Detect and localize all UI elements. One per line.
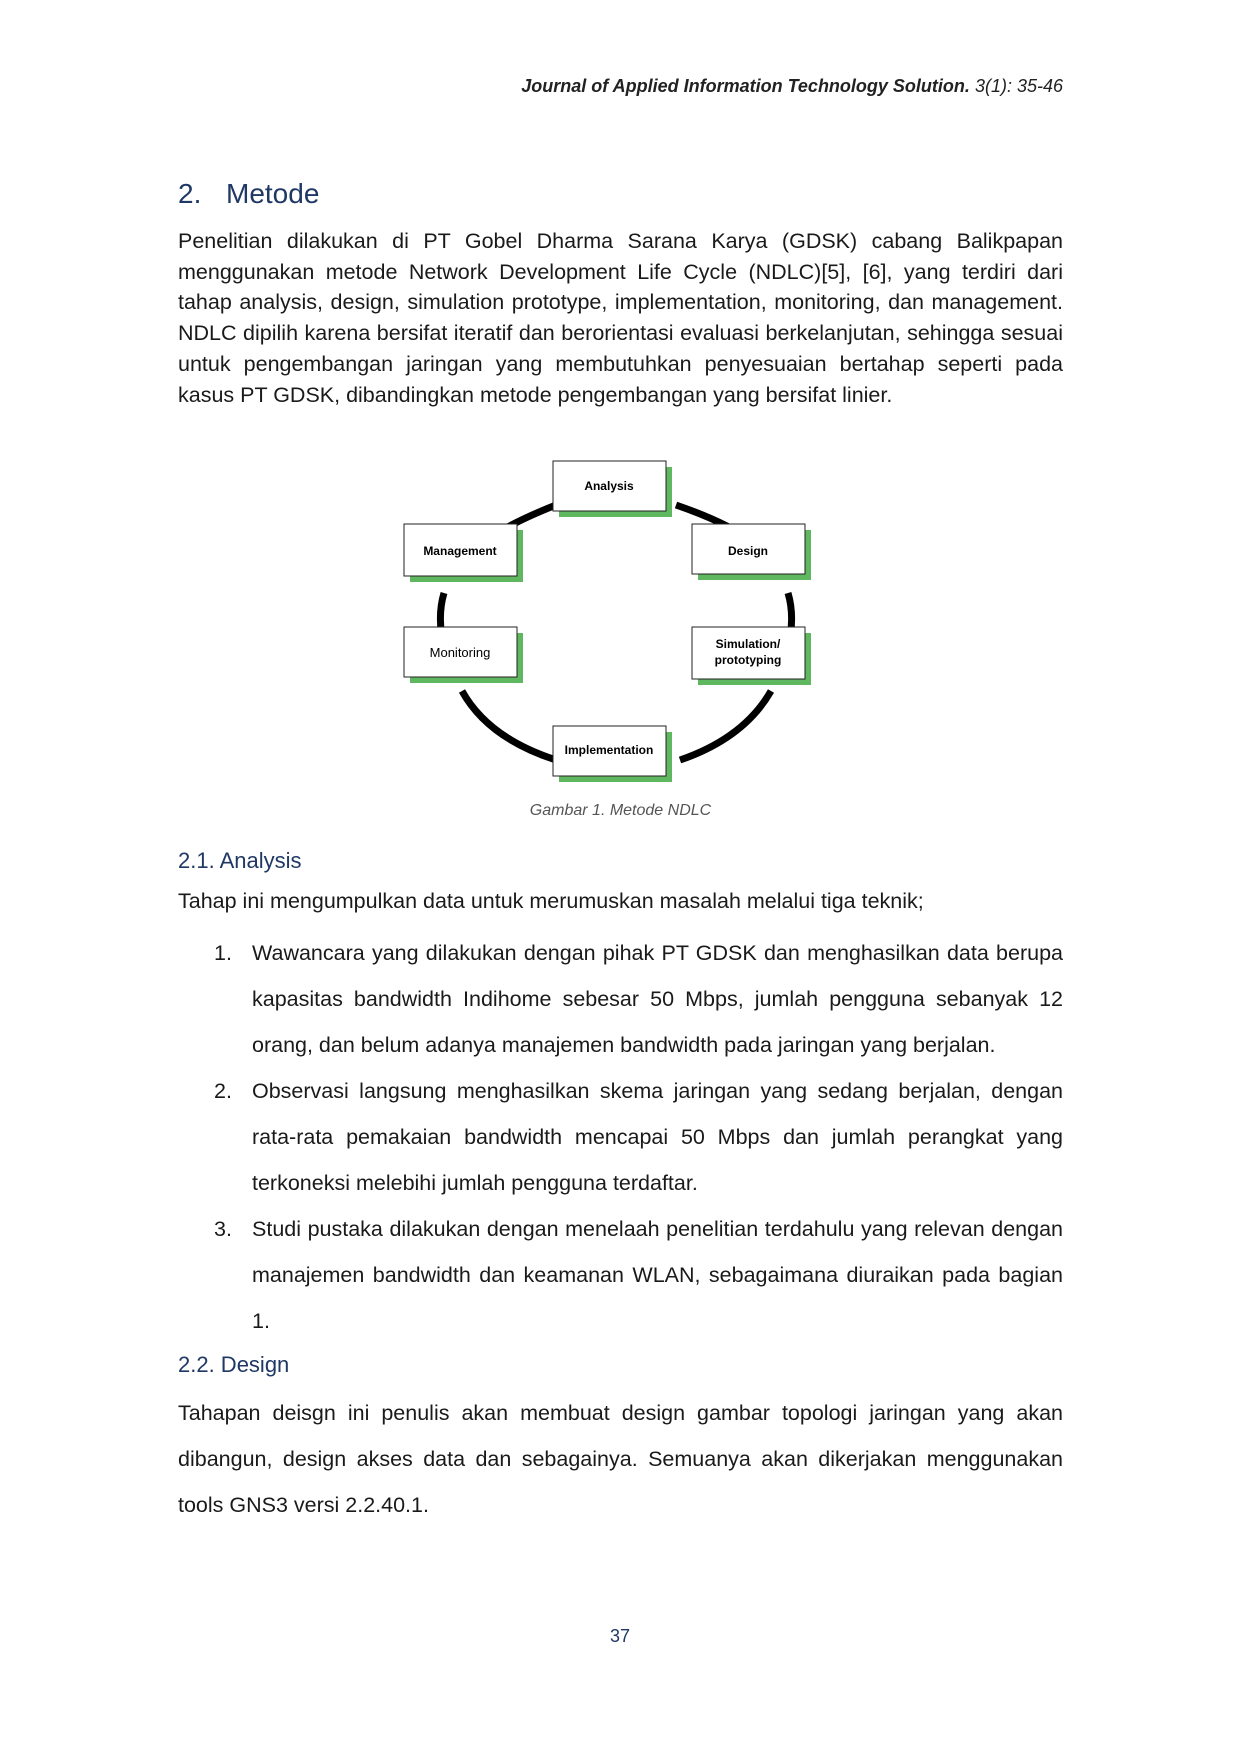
design-paragraph: Tahapan deisgn ini penulis akan membuat design gambar topologi jaringan yang akan dibangun, design akses data dan sebagainya. Semuanya akan dikerjakan menggunakan tools GNS3 versi 2.2.40.1. bbox=[178, 1401, 1063, 1517]
arc-simulation-implementation bbox=[680, 691, 771, 760]
section-title: Metode bbox=[226, 178, 320, 209]
running-header bbox=[0, 76, 1063, 97]
node-analysis-label: Analysis bbox=[584, 479, 634, 493]
node-design bbox=[692, 524, 811, 580]
section-number: 2. bbox=[178, 178, 202, 209]
list-item-text: Studi pustaka dilakukan dengan menelaah penelitian terdahulu yang relevan dengan manajemen bandwidth dan keamanan WLAN, sebagaimana diuraikan pada bagian 1. bbox=[252, 1217, 1063, 1333]
list-item-text: Observasi langsung menghasilkan skema jaringan yang sedang berjalan, dengan rata-rata pemakaian bandwidth mencapai 50 Mbps dan jumlah perangkat yang terkoneksi melebihi jumlah pengguna terdaftar. bbox=[252, 1079, 1063, 1195]
page-number: 37 bbox=[609, 1626, 631, 1646]
list-item bbox=[178, 930, 1063, 1068]
node-implementation bbox=[553, 726, 672, 782]
journal-volume-pages: 3(1): 35-46 bbox=[974, 76, 1063, 96]
node-analysis bbox=[553, 461, 672, 517]
design-heading: 2.2. Design bbox=[178, 1352, 290, 1377]
ndlc-cycle-diagram bbox=[398, 458, 858, 788]
list-item bbox=[178, 1068, 1063, 1206]
analysis-heading: 2.1. Analysis bbox=[178, 848, 302, 873]
node-monitoring bbox=[404, 627, 523, 683]
node-simulation-label-2: prototyping bbox=[714, 653, 782, 667]
figure-caption: Gambar 1. Metode NDLC bbox=[529, 802, 712, 819]
node-monitoring-label: Monitoring bbox=[429, 645, 491, 660]
analysis-list bbox=[178, 930, 1063, 1344]
node-simulation bbox=[692, 627, 811, 685]
analysis-intro: Tahap ini mengumpulkan data untuk merumuskan masalah melalui tiga teknik; bbox=[178, 889, 924, 913]
node-design-label: Design bbox=[727, 544, 769, 558]
journal-name: Journal of Applied Information Technology Solution. bbox=[521, 76, 970, 96]
list-item-number: 1. bbox=[214, 941, 232, 965]
list-item-text: Wawancara yang dilakukan dengan pihak PT GDSK dan menghasilkan data berupa kapasitas bandwidth Indihome sebesar 50 Mbps, jumlah pengguna sebanyak 12 orang, dan belum adanya manajemen bandwidth pada jaringan yang berjalan. bbox=[252, 941, 1063, 1057]
method-paragraph: Penelitian dilakukan di PT Gobel Dharma Sarana Karya (GDSK) cabang Balikpapan menggunakan metode Network Development Life Cycle (NDLC)[5], [6], yang terdiri dari tahap analysis, design, simulation prototype, implementation, monitoring, dan management. NDLC dipilih karena bersifat iteratif dan berorientasi evaluasi berkelanjutan, sehingga sesuai untuk pengembangan jaringan yang membutuhkan penyesuaian bertahap seperti pada kasus PT GDSK, dibandingkan metode pengembangan yang bersifat linier. bbox=[178, 229, 1063, 407]
node-implementation-label: Implementation bbox=[564, 743, 654, 757]
list-item bbox=[178, 1206, 1063, 1344]
section-heading bbox=[178, 178, 319, 210]
arc-implementation-monitoring bbox=[462, 691, 556, 760]
node-management bbox=[404, 524, 523, 582]
list-item-number: 3. bbox=[214, 1217, 232, 1241]
node-simulation-label-1: Simulation/ bbox=[715, 637, 781, 651]
list-item-number: 2. bbox=[214, 1079, 232, 1103]
node-management-label: Management bbox=[423, 544, 497, 558]
